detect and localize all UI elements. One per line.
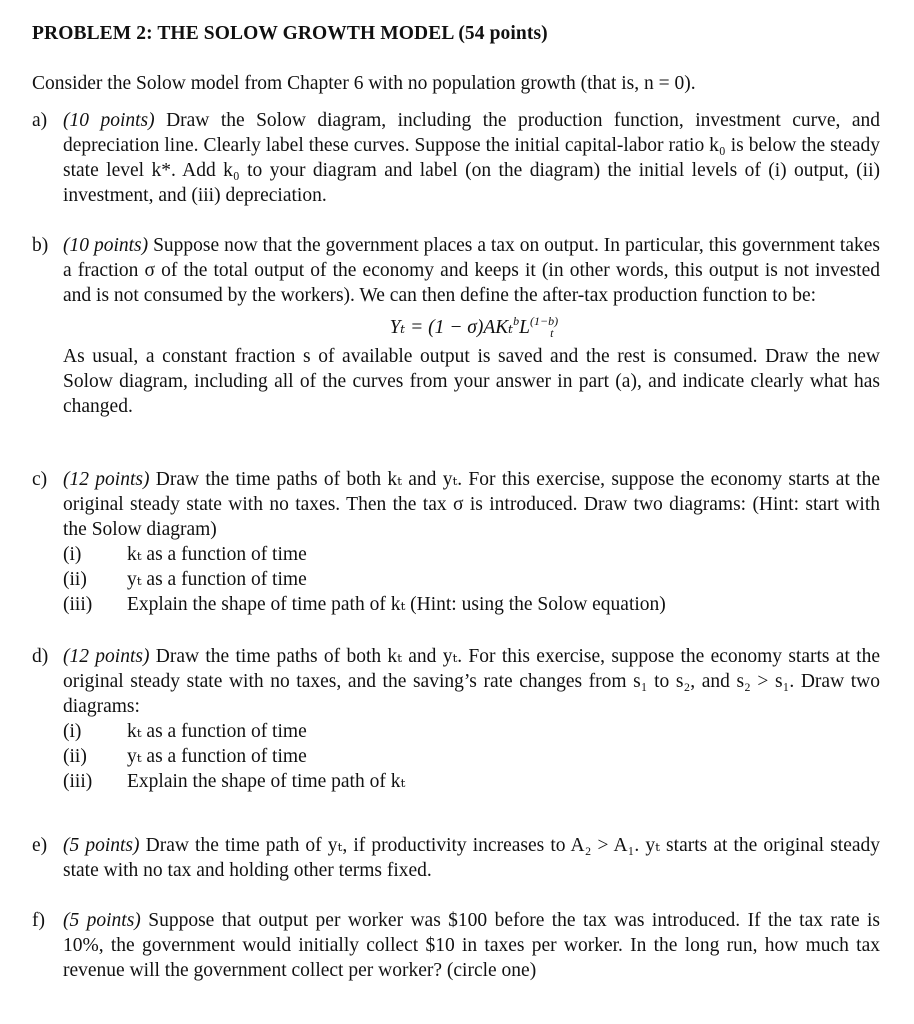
- list-item: (iii) Explain the shape of time path of kₜ (Hint: using the Solow equation): [63, 594, 666, 615]
- question-a-letter: a): [32, 110, 48, 131]
- question-b-points: (10 points): [63, 235, 149, 256]
- question-b-text2: As usual, a constant fraction s of available output is saved and the rest is consumed. Draw the new Solow diagram, including all of the curves from your answer in part (a), and indicate clearly what has changed.: [63, 346, 880, 417]
- question-c-text: Draw the time paths of both kₜ and yₜ. For this exercise, suppose the economy starts at the original steady state with no taxes. Then the tax σ is introduced. Draw two diagrams: (Hint: start with the Solow diagram): [63, 469, 880, 540]
- question-e-text: Draw the time path of yₜ, if productivity increases to A₂ > A₁. yₜ starts at the original steady state with no tax and holding other terms fixed.: [63, 835, 881, 881]
- question-a-text: Draw the Solow diagram, including the production function, investment curve, and depreciation line. Clearly label these curves. Suppose the initial capital-labor ratio k₀ is below the steady state level k*. Add k₀ to your diagram and label (on the diagram) the initial levels of (i) output, (ii) investment, and (iii) depreciation.: [63, 110, 880, 206]
- question-a-points: (10 points): [63, 110, 155, 131]
- question-b-text: Suppose now that the government places a tax on output. In particular, this government takes a fraction σ of the total output of the economy and keeps it (in other words, this output is not invested and is not consumed by the workers). We can then define the after-tax production function to be:: [63, 235, 880, 306]
- question-f-letter: f): [32, 910, 45, 931]
- formula-main: Yₜ = (1 − σ)AKₜ: [389, 317, 514, 338]
- question-e-points: (5 points): [63, 835, 140, 856]
- question-f-text: Suppose that output per worker was $100 before the tax was introduced. If the tax rate is 10%, the government would initially collect $10 in taxes per worker. In the long run, how much tax revenue will the government collect per worker? (circle one): [63, 910, 881, 981]
- formula-exponent-b: b: [513, 314, 520, 328]
- list-item: (ii) yₜ as a function of time: [63, 746, 307, 767]
- formula-labor-subscript: t: [550, 326, 554, 340]
- question-e-letter: e): [32, 835, 48, 856]
- question-d-points: (12 points): [63, 646, 150, 667]
- question-b-letter: b): [32, 235, 49, 256]
- question-d-letter: d): [32, 646, 49, 667]
- question-c-letter: c): [32, 469, 48, 490]
- intro-text: Consider the Solow model from Chapter 6 with no population growth (that is, n = 0).: [32, 73, 696, 94]
- list-item: (ii) yₜ as a function of time: [63, 569, 307, 590]
- problem-title: PROBLEM 2: THE SOLOW GROWTH MODEL (54 points): [32, 23, 548, 44]
- list-item: (iii) Explain the shape of time path of kₜ: [63, 771, 406, 792]
- question-d-list: [63, 719, 880, 794]
- question-f-points: (5 points): [63, 910, 141, 931]
- question-d: [32, 644, 880, 794]
- list-item: (i) kₜ as a function of time: [63, 721, 307, 742]
- question-d-text: Draw the time paths of both kₜ and yₜ. For this exercise, suppose the economy starts at the original steady state with no taxes, and the saving’s rate changes from s₁ to s₂, and s₂ > s₁. Draw two diagrams:: [63, 646, 880, 717]
- question-c: [32, 467, 880, 617]
- question-b: [32, 233, 880, 419]
- question-c-points: (12 points): [63, 469, 150, 490]
- question-c-list: [63, 542, 880, 617]
- after-tax-production-function: [63, 310, 880, 344]
- question-f: [32, 908, 880, 983]
- formula-labor: L: [519, 317, 530, 338]
- formula-exponent-labor: (1−b): [529, 314, 559, 328]
- list-item: (i) kₜ as a function of time: [63, 544, 307, 565]
- question-a: [32, 108, 880, 208]
- question-e: [32, 833, 880, 883]
